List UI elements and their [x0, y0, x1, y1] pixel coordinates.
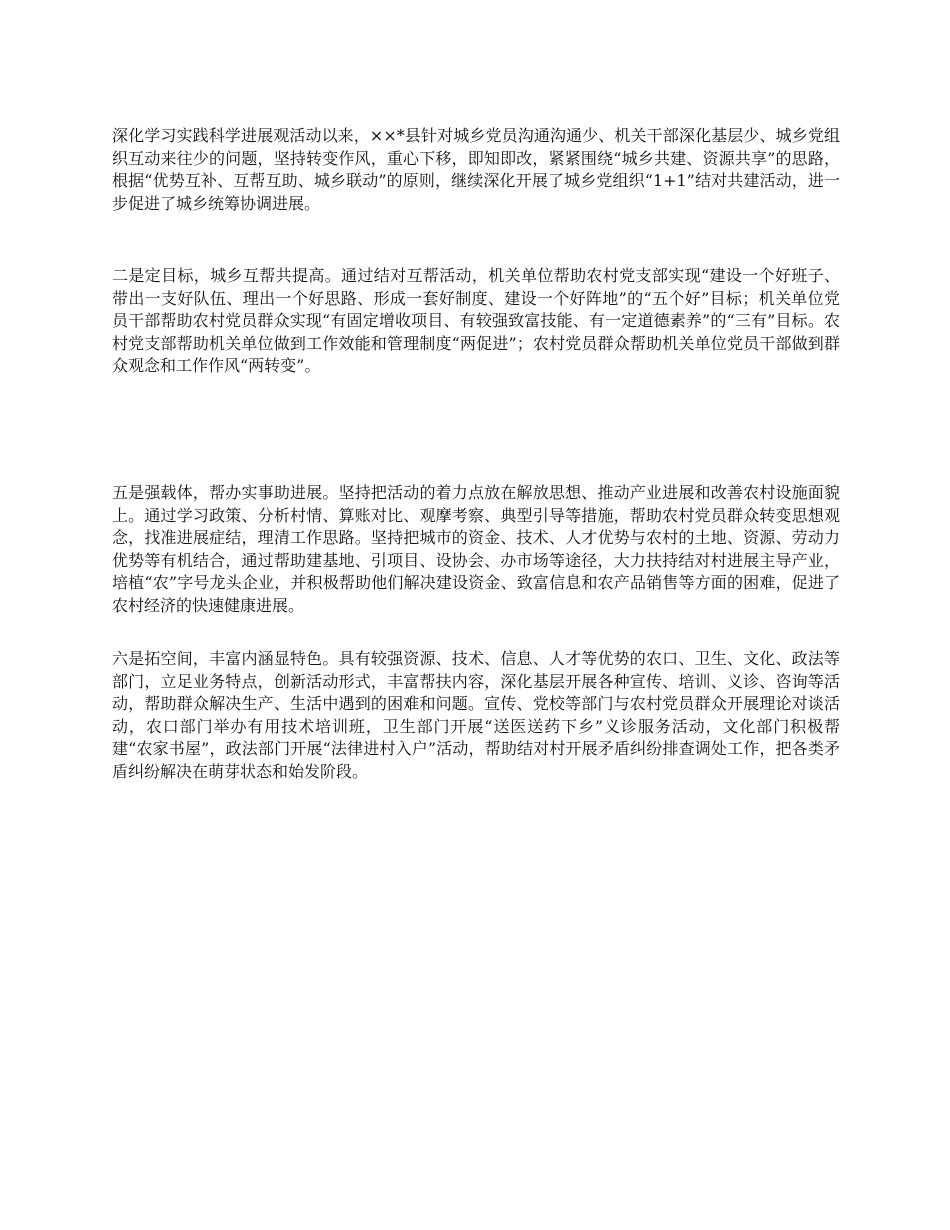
paragraph-expand-space: 六是拓空间，丰富内涵显特色。具有较强资源、技术、信息、人才等优势的农口、卫生、文化、政法等部门，立足业务特点，创新活动形式，丰富帮扶内容，深化基层开展各种宣传、培训、义诊、咨询等活动，帮助群众解决生产、生活中遇到的困难和问题。宣传、党校等部门与农村党员群众开展理论对谈活动，农口部门举办有用技术培训班，卫生部门开展“送医送药下乡”义诊服务活动，文化部门积极帮建“农家书屋”，政法部门开展“法律进村入户”活动，帮助结对村开展矛盾纠纷排查调处工作，把各类矛盾纠纷解决在萌芽状态和始发阶段。: [112, 649, 840, 781]
paragraph-intro: 深化学习实践科学进展观活动以来，××*县针对城乡党员沟通沟通少、机关干部深化基层少、城乡党组织互动来往少的问题，坚持转变作风，重心下移，即知即改，紧紧围绕“城乡共建、资源共享”的思路，根据“优势互补、互帮互助、城乡联动”的原则，继续深化开展了城乡党组织“1+1”结对共建活动，进一步促进了城乡统筹协调进展。: [112, 126, 840, 213]
paragraph-strengthen-carrier: 五是强载体，帮办实事助进展。坚持把活动的着力点放在解放思想、推动产业进展和改善农村设施面貌上。通过学习政策、分析村情、算账对比、观摩考察、典型引导等措施，帮助农村党员群众转变思想观念，找准进展症结，理清工作思路。坚持把城市的资金、技术、人才优势与农村的土地、资源、劳动力优势等有机结合，通过帮助建基地、引项目、设协会、办市场等途径，大力扶持结对村进展主导产业，培植“农”字号龙头企业，并积极帮助他们解决建设资金、致富信息和农产品销售等方面的困难，促进了农村经济的快速健康进展。: [112, 483, 840, 615]
paragraph-set-goals: 二是定目标，城乡互帮共提高。通过结对互帮活动，机关单位帮助农村党支部实现“建设一个好班子、带出一支好队伍、理出一个好思路、形成一套好制度、建设一个好阵地”的“五个好”目标；机关单位党员干部帮助农村党员群众实现“有固定增收项目、有较强致富技能、有一定道德素养”的“三有”目标。农村党支部帮助机关单位做到工作效能和管理制度“两促进”；农村党员群众帮助机关单位党员干部做到群众观念和工作作风“两转变”。: [112, 266, 840, 376]
